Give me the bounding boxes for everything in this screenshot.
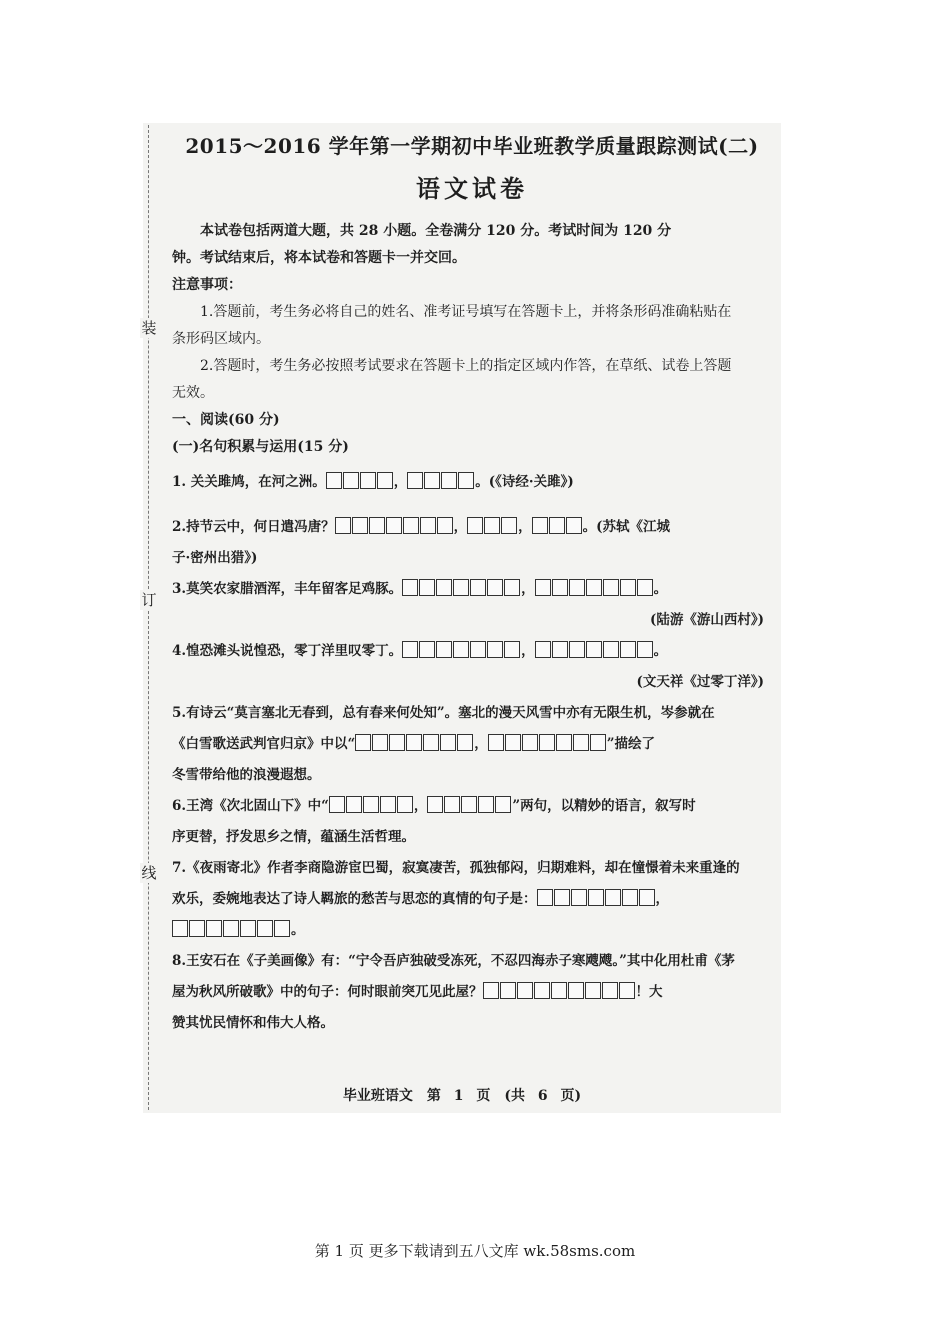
answer-box[interactable] — [389, 734, 405, 751]
q2-source: 。(苏轼《江城 — [582, 519, 670, 535]
q3-source: (陆游《游山西村》) — [649, 612, 764, 628]
answer-box[interactable] — [467, 517, 483, 534]
q6-text: 6.王湾《次北固山下》中“ — [172, 798, 329, 814]
answer-blank[interactable] — [329, 798, 414, 814]
answer-box[interactable] — [551, 982, 567, 999]
answer-box[interactable] — [457, 734, 473, 751]
answer-box[interactable] — [441, 472, 457, 489]
q7-period: 。 — [291, 922, 305, 938]
answer-blank[interactable] — [532, 519, 583, 535]
answer-box[interactable] — [537, 889, 553, 906]
answer-box[interactable] — [402, 579, 418, 596]
answer-box[interactable] — [420, 517, 436, 534]
answer-box[interactable] — [552, 579, 568, 596]
section-quotes: (一)名句积累与运用(15 分) — [172, 439, 349, 455]
answer-box[interactable] — [257, 920, 273, 937]
answer-box[interactable] — [586, 641, 602, 658]
exam-title: 2015～2016 学年第一学期初中毕业班教学质量跟踪测试(二) — [185, 134, 759, 158]
answer-blank[interactable] — [407, 474, 475, 490]
answer-box[interactable] — [535, 641, 551, 658]
answer-blank[interactable] — [467, 519, 518, 535]
question-7-line-2 — [172, 884, 772, 915]
answer-box[interactable] — [437, 517, 453, 534]
answer-box[interactable] — [470, 579, 486, 596]
question-6 — [172, 791, 772, 822]
q4-text: 4.惶恐滩头说惶恐，零丁洋里叹零丁。 — [172, 643, 403, 659]
answer-box[interactable] — [444, 796, 460, 813]
answer-box[interactable] — [487, 641, 503, 658]
question-2 — [172, 512, 772, 543]
question-8-line-2 — [172, 977, 772, 1008]
answer-box[interactable] — [532, 517, 548, 534]
question-5: 5.有诗云“莫言塞北无春到，总有春来何处知”。塞北的漫天风雪中亦有无限生机，岑参就在 — [172, 705, 715, 721]
answer-box[interactable] — [189, 920, 205, 937]
answer-box[interactable] — [363, 796, 379, 813]
question-6-line-2: 序更替，抒发思乡之情，蕴涵生活哲理。 — [172, 829, 415, 845]
answer-box[interactable] — [440, 734, 456, 751]
answer-box[interactable] — [619, 982, 635, 999]
answer-box[interactable] — [402, 641, 418, 658]
answer-box[interactable] — [585, 982, 601, 999]
answer-box[interactable] — [453, 641, 469, 658]
answer-box[interactable] — [397, 796, 413, 813]
answer-box[interactable] — [569, 579, 585, 596]
answer-blank[interactable] — [172, 922, 291, 938]
q1-text: 1. 关关雎鸠，在河之洲。 — [172, 474, 326, 490]
answer-box[interactable] — [495, 796, 511, 813]
question-3 — [172, 574, 772, 605]
q3-text: 3.莫笑农家腊酒浑，丰年留客足鸡豚。 — [172, 581, 403, 597]
answer-box[interactable] — [436, 579, 452, 596]
answer-box[interactable] — [568, 982, 584, 999]
q5-comma: ， — [474, 736, 488, 752]
question-5-line-2 — [172, 729, 772, 760]
answer-blank[interactable] — [483, 984, 636, 1000]
answer-blank[interactable] — [402, 643, 521, 659]
answer-blank[interactable] — [355, 736, 474, 752]
answer-box[interactable] — [620, 579, 636, 596]
notice-1b: 条形码区域内。 — [172, 331, 270, 347]
answer-box[interactable] — [603, 579, 619, 596]
answer-box[interactable] — [419, 579, 435, 596]
notice-1a: 1.答题前，考生务必将自己的姓名、准考证号填写在答题卡上，并将条形码准确粘贴在 — [200, 304, 732, 320]
q3-comma: ， — [521, 581, 535, 597]
answer-box[interactable] — [622, 889, 638, 906]
answer-box[interactable] — [504, 641, 520, 658]
answer-box[interactable] — [424, 472, 440, 489]
section-reading: 一、阅读(60 分) — [172, 412, 280, 428]
q4-period: 。 — [653, 643, 668, 659]
answer-box[interactable] — [419, 641, 435, 658]
answer-box[interactable] — [223, 920, 239, 937]
answer-box[interactable] — [590, 734, 606, 751]
answer-box[interactable] — [556, 734, 572, 751]
answer-box[interactable] — [573, 734, 589, 751]
answer-box[interactable] — [453, 579, 469, 596]
answer-box[interactable] — [488, 734, 504, 751]
answer-box[interactable] — [377, 472, 393, 489]
answer-box[interactable] — [407, 472, 423, 489]
binding-char-xian: 线 — [141, 864, 157, 882]
answer-box[interactable] — [423, 734, 439, 751]
question-7-line-3 — [172, 915, 772, 946]
answer-blank[interactable] — [537, 891, 656, 907]
question-7: 7.《夜雨寄北》作者李商隐游宦巴蜀，寂寞凄苦，孤独郁闷，归期难料，却在憧憬着未来重逢的 — [172, 860, 740, 876]
intro-line-2: 钟。考试结束后，将本试卷和答题卡一并交回。 — [172, 250, 466, 266]
answer-box[interactable] — [539, 734, 555, 751]
exam-subtitle: 语文试卷 — [416, 174, 528, 203]
q1-source: 。(《诗经·关雎》) — [475, 474, 574, 490]
answer-box[interactable] — [329, 796, 345, 813]
answer-box[interactable] — [206, 920, 222, 937]
answer-box[interactable] — [620, 641, 636, 658]
answer-box[interactable] — [554, 889, 570, 906]
answer-box[interactable] — [605, 889, 621, 906]
answer-box[interactable] — [458, 472, 474, 489]
q6-comma: ， — [413, 798, 428, 814]
answer-box[interactable] — [352, 517, 368, 534]
answer-box[interactable] — [571, 889, 587, 906]
answer-box[interactable] — [552, 641, 568, 658]
q5-after: ”描绘了 — [606, 736, 656, 752]
answer-box[interactable] — [535, 579, 551, 596]
answer-box[interactable] — [569, 641, 585, 658]
answer-box[interactable] — [427, 796, 443, 813]
answer-box[interactable] — [566, 517, 582, 534]
answer-box[interactable] — [637, 579, 653, 596]
answer-box[interactable] — [470, 641, 486, 658]
question-1 — [172, 467, 772, 498]
q8-text: 屋为秋风所破歌》中的句子：何时眼前突兀见此屋？ — [172, 984, 483, 1000]
answer-box[interactable] — [326, 472, 342, 489]
answer-box[interactable] — [505, 734, 521, 751]
notice-heading: 注意事项： — [172, 277, 242, 293]
answer-box[interactable] — [335, 517, 351, 534]
answer-box[interactable] — [602, 982, 618, 999]
answer-box[interactable] — [274, 920, 290, 937]
q7-text: 欢乐，委婉地表达了诗人羁旅的愁苦与思恋的真情的句子是： — [172, 891, 537, 907]
answer-box[interactable] — [386, 517, 402, 534]
answer-box[interactable] — [355, 734, 371, 751]
question-8: 8.王安石在《子美画像》有：“宁令吾庐独破受冻死，不忍四海赤子寒飕飕。”其中化用杜甫《茅 — [172, 953, 735, 969]
answer-box[interactable] — [504, 579, 520, 596]
intro-line-1: 本试卷包括两道大题，共 28 小题。全卷满分 120 分。考试时间为 120 分 — [200, 223, 672, 239]
q4-source: (文天祥《过零丁洋》) — [636, 674, 764, 690]
answer-blank[interactable] — [535, 643, 654, 659]
q6-after: ”两句，以精妙的语言，叙写时 — [512, 798, 696, 814]
q8-after: ！大 — [635, 984, 663, 1000]
notice-2b: 无效。 — [172, 385, 214, 401]
answer-box[interactable] — [501, 517, 517, 534]
q2-text: 2.持节云中，何日遣冯唐？ — [172, 519, 335, 535]
notice-2a: 2.答题时，考生务必按照考试要求在答题卡上的指定区域内作答，在草纸、试卷上答题 — [200, 358, 732, 374]
answer-box[interactable] — [346, 796, 362, 813]
q2-comma-1: ， — [453, 519, 468, 535]
binding-line — [148, 125, 149, 1110]
q2-source-cont: 子·密州出猎》) — [172, 550, 258, 566]
answer-box[interactable] — [406, 734, 422, 751]
answer-box[interactable] — [487, 579, 503, 596]
answer-box[interactable] — [522, 734, 538, 751]
question-8-line-3: 赞其忧民情怀和伟大人格。 — [172, 1015, 334, 1031]
answer-box[interactable] — [478, 796, 494, 813]
answer-box[interactable] — [360, 472, 376, 489]
answer-box[interactable] — [403, 517, 419, 534]
answer-blank[interactable] — [488, 736, 607, 752]
answer-blank[interactable] — [335, 519, 454, 535]
answer-box[interactable] — [500, 982, 516, 999]
q1-comma: ， — [393, 474, 408, 490]
exam-content — [172, 130, 772, 1039]
q5-text: 《白雪歌送武判官归京》中以“ — [172, 736, 356, 752]
answer-box[interactable] — [172, 920, 188, 937]
binding-char-ding: 订 — [141, 591, 157, 609]
page-footer: 毕业班语文 第 1 页 (共 6 页) — [342, 1088, 582, 1104]
answer-box[interactable] — [586, 579, 602, 596]
answer-box[interactable] — [483, 982, 499, 999]
answer-box[interactable] — [369, 517, 385, 534]
answer-box[interactable] — [549, 517, 565, 534]
answer-box[interactable] — [343, 472, 359, 489]
answer-box[interactable] — [534, 982, 550, 999]
answer-box[interactable] — [372, 734, 388, 751]
answer-box[interactable] — [588, 889, 604, 906]
answer-box[interactable] — [461, 796, 477, 813]
answer-blank[interactable] — [427, 798, 512, 814]
answer-box[interactable] — [639, 889, 655, 906]
answer-blank[interactable] — [535, 581, 654, 597]
q7-comma: ， — [655, 891, 669, 907]
document-footer: 第 1 页 更多下载请到五八文库 wk.58sms.com — [314, 1242, 636, 1260]
answer-box[interactable] — [380, 796, 396, 813]
answer-box[interactable] — [517, 982, 533, 999]
answer-box[interactable] — [436, 641, 452, 658]
binding-char-zhuang: 装 — [141, 319, 157, 337]
answer-blank[interactable] — [326, 474, 394, 490]
question-5-line-3: 冬雪带给他的浪漫遐想。 — [172, 767, 321, 783]
q2-comma-2: ， — [518, 519, 532, 535]
answer-blank[interactable] — [402, 581, 521, 597]
answer-box[interactable] — [484, 517, 500, 534]
q4-comma: ， — [521, 643, 535, 659]
q3-period: 。 — [653, 581, 668, 597]
answer-box[interactable] — [637, 641, 653, 658]
answer-box[interactable] — [240, 920, 256, 937]
question-4 — [172, 636, 772, 667]
answer-box[interactable] — [603, 641, 619, 658]
